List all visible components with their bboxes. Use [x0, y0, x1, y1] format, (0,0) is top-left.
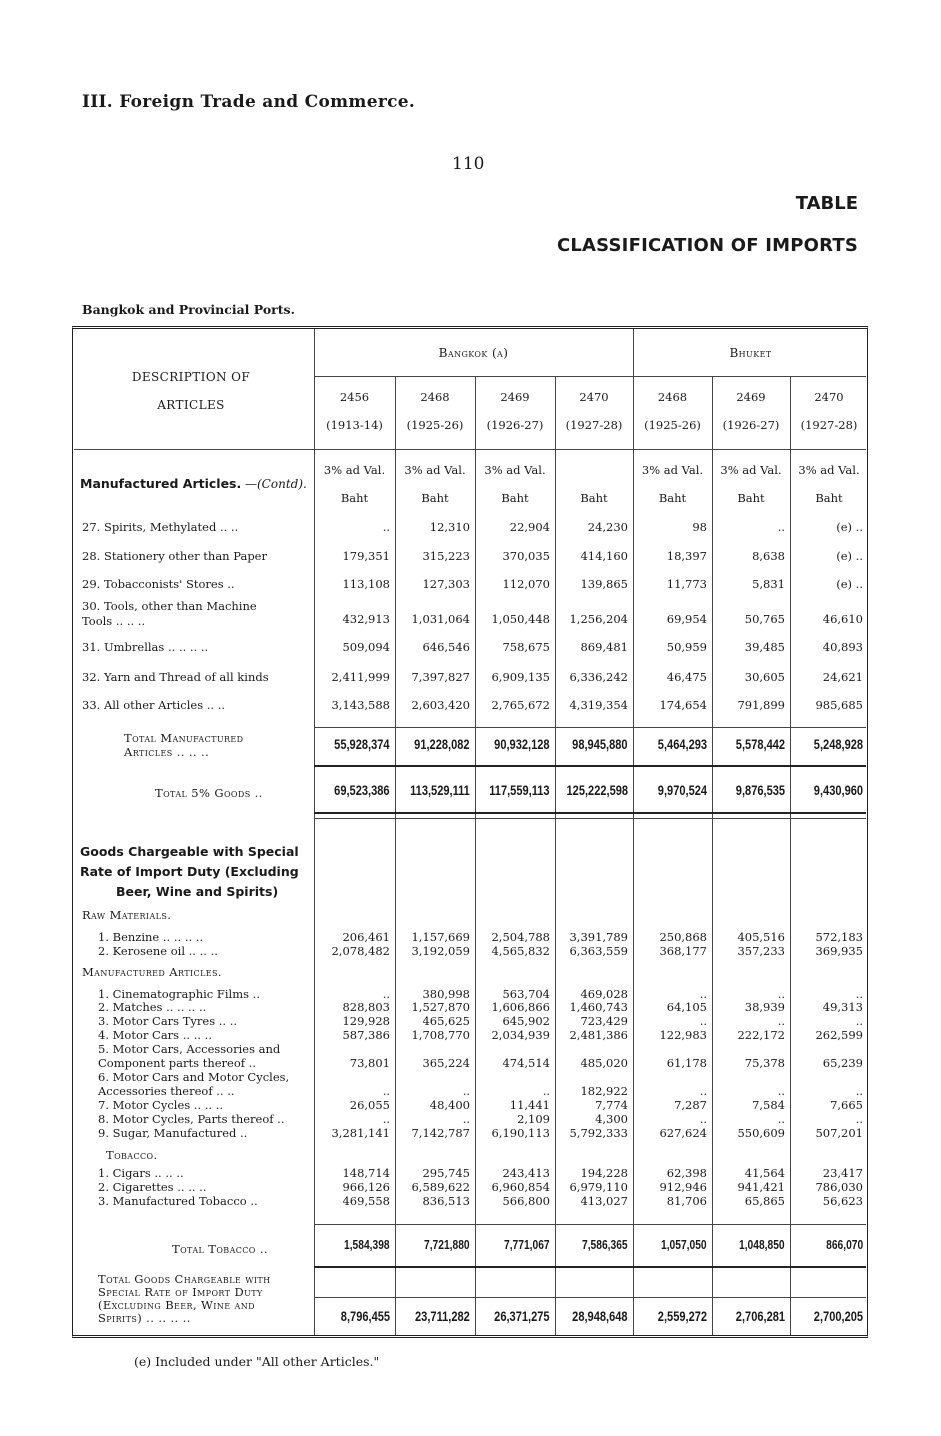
value-cell: .. [382, 1084, 390, 1098]
value-cell: 2,481,386 [569, 1028, 628, 1042]
value-cell: 6,979,110 [569, 1180, 628, 1194]
value-cell: 509,094 [342, 640, 390, 654]
total-tobacco-value: 7,721,880 [424, 1238, 470, 1252]
total-special-value: 2,700,205 [813, 1309, 863, 1324]
total5-value: 9,430,960 [813, 783, 863, 798]
row-label: 3. Motor Cars Tyres .. .. [98, 1014, 238, 1028]
value-cell: 41,564 [744, 1166, 785, 1180]
value-cell: 413,027 [580, 1194, 628, 1208]
value-cell: 1,031,064 [411, 612, 470, 626]
value-cell: 357,233 [737, 944, 785, 958]
value-cell: 73,801 [349, 1056, 390, 1070]
column-rule [712, 377, 713, 1335]
total-special-label: Special Rate of Import Duty [98, 1285, 263, 1299]
section-heading: III. Foreign Trade and Commerce. [82, 92, 416, 112]
row-label: 5. Motor Cars, Accessories and [98, 1042, 281, 1056]
row-label: 4. Motor Cars .. .. .. [98, 1028, 212, 1042]
value-cell: 3,143,588 [331, 698, 390, 712]
header-period: (1926-27) [486, 418, 544, 432]
header-period: (1913-14) [326, 418, 383, 432]
value-cell: 370,035 [502, 549, 550, 563]
value-cell: 30,605 [744, 670, 785, 684]
value-cell: 1,157,669 [411, 930, 470, 944]
header-period: (1927-28) [800, 418, 858, 432]
value-cell: 985,685 [815, 698, 863, 712]
value-cell: 7,774 [595, 1098, 628, 1112]
value-cell: 4,565,832 [491, 944, 550, 958]
group-header-bhuket: Bhuket [729, 346, 772, 360]
row-label: 7. Motor Cycles .. .. .. [98, 1098, 224, 1112]
value-cell: 2,765,672 [491, 698, 550, 712]
value-cell: 62,398 [666, 1166, 707, 1180]
value-cell: .. [382, 987, 390, 1001]
currency-unit: Baht [815, 491, 843, 505]
value-cell: 8,638 [752, 549, 785, 563]
value-cell: 405,516 [737, 930, 785, 944]
subsection-manufactured: Manufactured Articles. [82, 965, 222, 979]
value-cell: 2,504,788 [491, 930, 550, 944]
value-cell: 912,946 [659, 1180, 707, 1194]
section-title-special: Goods Chargeable with Special [80, 844, 299, 859]
value-cell: 2,603,420 [411, 698, 470, 712]
value-cell: 24,621 [822, 670, 863, 684]
section-title-manufactured: Manufactured Articles. [80, 476, 242, 491]
duty-rate: 3% ad Val. [720, 463, 782, 477]
total-tobacco-label: Total Tobacco .. [172, 1242, 268, 1256]
value-cell: (e) .. [836, 520, 863, 534]
row-label: 1. Cigars .. .. .. [98, 1166, 184, 1180]
value-cell: 966,126 [342, 1180, 390, 1194]
total5-value: 69,523,386 [334, 783, 390, 798]
value-cell: 182,922 [580, 1084, 628, 1098]
row-label: 1. Cinematographic Films .. [98, 987, 260, 1001]
value-cell: 98 [692, 520, 707, 534]
value-cell: 65,239 [822, 1056, 863, 1070]
header-period: (1925-26) [406, 418, 464, 432]
total-manufactured-value: 5,248,928 [813, 737, 863, 752]
value-cell: .. [462, 1084, 470, 1098]
header-year: 2470 [814, 390, 844, 404]
value-cell: 1,256,204 [569, 612, 628, 626]
value-cell: 786,030 [815, 1180, 863, 1194]
header-period: (1927-28) [565, 418, 623, 432]
value-cell: .. [699, 1014, 707, 1028]
value-cell: .. [855, 1112, 863, 1126]
ports-heading: Bangkok and Provincial Ports. [82, 302, 295, 317]
value-cell: 2,411,999 [331, 670, 390, 684]
value-cell: 869,481 [580, 640, 628, 654]
value-cell: 380,998 [422, 987, 470, 1001]
total5-value: 125,222,598 [566, 783, 628, 798]
currency-unit: Baht [580, 491, 608, 505]
row-label: 27. Spirits, Methylated .. .. [82, 520, 239, 534]
value-cell: 3,281,141 [331, 1126, 390, 1140]
row-label: 28. Stationery other than Paper [82, 549, 267, 563]
value-cell: 122,983 [659, 1028, 707, 1042]
value-cell: 2,109 [517, 1112, 550, 1126]
total-tobacco-value: 1,584,398 [344, 1238, 390, 1252]
duty-rate: 3% ad Val. [641, 463, 704, 477]
total-tobacco-value: 1,057,050 [661, 1238, 707, 1252]
value-cell: 941,421 [737, 1180, 785, 1194]
value-cell: 65,865 [744, 1194, 785, 1208]
value-cell: 550,609 [737, 1126, 785, 1140]
value-cell: 465,625 [422, 1014, 470, 1028]
section-title-suffix: —(Contd). [245, 477, 307, 491]
header-year: 2468 [657, 390, 688, 404]
value-cell: 46,610 [822, 612, 863, 626]
header-year: 2470 [579, 390, 609, 404]
value-cell: 2,078,482 [331, 944, 390, 958]
value-cell: 129,928 [342, 1014, 390, 1028]
value-cell: 6,589,622 [411, 1180, 470, 1194]
value-cell: 75,378 [744, 1056, 785, 1070]
value-cell: 127,303 [422, 577, 470, 591]
header-year: 2469 [736, 390, 766, 404]
currency-unit: Baht [658, 491, 687, 505]
value-cell: 64,105 [666, 1000, 707, 1014]
total-label: Articles .. .. .. [124, 745, 210, 759]
value-cell: 262,599 [815, 1028, 863, 1042]
currency-unit: Baht [737, 491, 765, 505]
value-cell: .. [855, 1014, 863, 1028]
total5-double-rule [314, 818, 866, 819]
value-cell: .. [855, 987, 863, 1001]
total5-value: 113,529,111 [410, 783, 470, 798]
total-manufactured-value: 91,228,082 [414, 737, 470, 752]
header-year: 2469 [500, 390, 530, 404]
value-cell: 295,745 [422, 1166, 470, 1180]
tobacco-total-bottom-rule [314, 1266, 866, 1268]
value-cell: 836,513 [422, 1194, 470, 1208]
value-cell: 194,228 [580, 1166, 628, 1180]
value-cell: 7,397,827 [411, 670, 470, 684]
total-special-value: 8,796,455 [340, 1309, 390, 1324]
value-cell: 6,909,135 [491, 670, 550, 684]
value-cell: 365,224 [422, 1056, 470, 1070]
value-cell: .. [777, 1112, 785, 1126]
value-cell: 3,192,059 [411, 944, 470, 958]
header-year: 2456 [339, 390, 370, 404]
value-cell: 12,310 [429, 520, 470, 534]
subtotal-top-rule [314, 727, 866, 728]
duty-rate: 3% ad Val. [798, 463, 860, 477]
value-cell: 6,336,242 [569, 670, 628, 684]
total-special-value: 2,706,281 [735, 1309, 785, 1324]
value-cell: 315,223 [422, 549, 470, 563]
total5-label: Total 5% Goods .. [155, 786, 263, 800]
value-cell: 69,954 [666, 612, 707, 626]
value-cell: 49,313 [822, 1000, 863, 1014]
row-label: 2. Cigarettes .. .. .. [98, 1180, 207, 1194]
value-cell: 5,792,333 [569, 1126, 628, 1140]
tobacco-total-top-rule [314, 1224, 866, 1225]
value-cell: 48,400 [429, 1098, 470, 1112]
total-special-label: Total Goods Chargeable with [98, 1272, 271, 1286]
value-cell: 1,050,448 [491, 612, 550, 626]
column-rule [395, 377, 396, 1335]
column-rule [555, 377, 556, 1335]
value-cell: 1,708,770 [411, 1028, 470, 1042]
value-cell: 2,034,939 [491, 1028, 550, 1042]
value-cell: (e) .. [836, 577, 863, 591]
value-cell: 18,397 [666, 549, 707, 563]
subsection-tobacco: Tobacco. [106, 1148, 158, 1162]
value-cell: 174,654 [659, 698, 707, 712]
total-manufactured-value: 90,932,128 [494, 737, 550, 752]
value-cell: 3,391,789 [569, 930, 628, 944]
total5-bottom-rule [314, 812, 866, 814]
value-cell: 1,606,866 [491, 1000, 550, 1014]
value-cell: .. [777, 520, 785, 534]
value-cell: 469,028 [580, 987, 628, 1001]
value-cell: 1,527,870 [411, 1000, 470, 1014]
value-cell: 469,558 [342, 1194, 390, 1208]
column-rule [790, 377, 791, 1335]
value-cell: 56,623 [822, 1194, 863, 1208]
value-cell: 179,351 [342, 549, 390, 563]
value-cell: 7,287 [674, 1098, 707, 1112]
total-special-value: 28,948,648 [572, 1309, 628, 1324]
header-year: 2468 [420, 390, 450, 404]
value-cell: 22,904 [509, 520, 550, 534]
value-cell: 148,714 [342, 1166, 390, 1180]
total-tobacco-value: 7,771,067 [504, 1238, 550, 1252]
total-special-value: 2,559,272 [657, 1309, 707, 1324]
value-cell: 50,765 [744, 612, 785, 626]
value-cell: 572,183 [815, 930, 863, 944]
value-cell: .. [855, 1084, 863, 1098]
duty-rate: 3% ad Val. [404, 463, 466, 477]
page-number: 110 [452, 154, 485, 174]
table-title: CLASSIFICATION OF IMPORTS [556, 235, 858, 256]
value-cell: 646,546 [422, 640, 470, 654]
total5-value: 9,876,535 [735, 783, 785, 798]
total-special-label: (Excluding Beer, Wine and [98, 1298, 255, 1312]
value-cell: .. [382, 520, 390, 534]
value-cell: 563,704 [502, 987, 550, 1001]
value-cell: 6,190,113 [491, 1126, 550, 1140]
row-label: 9. Sugar, Manufactured .. [98, 1126, 248, 1140]
currency-unit: Baht [340, 491, 369, 505]
value-cell: 23,417 [822, 1166, 863, 1180]
value-cell: 645,902 [502, 1014, 550, 1028]
currency-unit: Baht [501, 491, 529, 505]
total-manufactured-value: 98,945,880 [572, 737, 628, 752]
value-cell: 206,461 [342, 930, 390, 944]
header-bottom-rule [74, 449, 866, 450]
value-cell: 46,475 [666, 670, 707, 684]
value-cell: 723,429 [580, 1014, 628, 1028]
value-cell: 758,675 [502, 640, 550, 654]
value-cell: 112,070 [502, 577, 550, 591]
value-cell: 369,935 [815, 944, 863, 958]
row-label: Accessories thereof .. .. [98, 1084, 235, 1098]
row-label: 30. Tools, other than Machine [82, 599, 257, 613]
value-cell: 113,108 [342, 577, 390, 591]
value-cell: 26,055 [349, 1098, 390, 1112]
total-special-label: Spirits) .. .. .. .. [98, 1311, 191, 1325]
value-cell: 5,831 [752, 577, 785, 591]
value-cell: 61,178 [666, 1056, 707, 1070]
value-cell: 1,460,743 [569, 1000, 628, 1014]
value-cell: 474,514 [502, 1056, 550, 1070]
value-cell: .. [699, 1112, 707, 1126]
group-header-bangkok: Bangkok (a) [438, 346, 509, 360]
value-cell: 81,706 [666, 1194, 707, 1208]
value-cell: 243,413 [502, 1166, 550, 1180]
value-cell: 627,624 [659, 1126, 707, 1140]
column-rule-description [314, 329, 315, 1335]
table-label: TABLE [795, 193, 858, 214]
value-cell: 485,020 [580, 1056, 628, 1070]
value-cell: 6,960,854 [491, 1180, 550, 1194]
value-cell: 414,160 [580, 549, 628, 563]
total-label: Total Manufactured [124, 731, 244, 745]
total-special-value: 23,711,282 [415, 1309, 470, 1324]
value-cell: 139,865 [580, 577, 628, 591]
value-cell: (e) .. [836, 549, 863, 563]
total5-value: 117,559,113 [489, 783, 550, 798]
group-header-rule [314, 376, 866, 377]
value-cell: 507,201 [815, 1126, 863, 1140]
row-label: Component parts thereof .. [98, 1056, 256, 1070]
value-cell: 11,441 [509, 1098, 550, 1112]
total-special-value: 26,371,275 [494, 1309, 550, 1324]
value-cell: 4,319,354 [569, 698, 628, 712]
value-cell: 11,773 [666, 577, 707, 591]
value-cell: 791,899 [737, 698, 785, 712]
value-cell: 828,803 [342, 1000, 390, 1014]
duty-rate: 3% ad Val. [484, 463, 546, 477]
row-label: 2. Kerosene oil .. .. .. [98, 944, 218, 958]
value-cell: 4,300 [595, 1112, 628, 1126]
value-cell: 7,665 [830, 1098, 863, 1112]
total-manufactured-value: 55,928,374 [334, 737, 390, 752]
subtotal-bottom-rule [314, 765, 866, 767]
row-label: 29. Tobacconists' Stores .. [82, 577, 235, 591]
value-cell: 6,363,559 [569, 944, 628, 958]
value-cell: .. [382, 1112, 390, 1126]
value-cell: .. [542, 1084, 550, 1098]
currency-unit: Baht [421, 491, 449, 505]
value-cell: .. [777, 1084, 785, 1098]
total-manufactured-value: 5,464,293 [657, 737, 707, 752]
value-cell: .. [699, 1084, 707, 1098]
value-cell: 7,584 [752, 1098, 785, 1112]
value-cell: .. [777, 1014, 785, 1028]
duty-rate: 3% ad Val. [323, 463, 386, 477]
value-cell: 250,868 [659, 930, 707, 944]
row-label: 6. Motor Cars and Motor Cycles, [98, 1070, 290, 1084]
value-cell: 50,959 [666, 640, 707, 654]
row-label: 3. Manufactured Tobacco .. [98, 1194, 258, 1208]
value-cell: 38,939 [744, 1000, 785, 1014]
value-cell: 40,893 [822, 640, 863, 654]
header-period: (1926-27) [722, 418, 780, 432]
header-description: ARTICLES [157, 398, 225, 412]
value-cell: .. [699, 987, 707, 1001]
section-title-special: Beer, Wine and Spirits) [116, 884, 279, 899]
column-rule [633, 329, 634, 1335]
row-label: 1. Benzine .. .. .. .. [98, 930, 204, 944]
value-cell: 587,386 [342, 1028, 390, 1042]
row-label: 2. Matches .. .. .. .. [98, 1000, 207, 1014]
header-description: DESCRIPTION OF [131, 370, 251, 384]
value-cell: 432,913 [342, 612, 390, 626]
value-cell: 7,142,787 [411, 1126, 470, 1140]
value-cell: .. [777, 987, 785, 1001]
value-cell: 566,800 [502, 1194, 550, 1208]
row-label: Tools .. .. .. [82, 614, 146, 628]
total5-value: 9,970,524 [657, 783, 707, 798]
value-cell: 39,485 [744, 640, 785, 654]
row-label: 8. Motor Cycles, Parts thereof .. [98, 1112, 285, 1126]
column-rule [475, 377, 476, 1335]
value-cell: 222,172 [737, 1028, 785, 1042]
row-label: 31. Umbrellas .. .. .. .. [82, 640, 209, 654]
total-tobacco-value: 866,070 [825, 1238, 863, 1252]
row-label: 33. All other Articles .. .. [82, 698, 226, 712]
header-period: (1925-26) [644, 418, 701, 432]
value-cell: .. [462, 1112, 470, 1126]
value-cell: 368,177 [659, 944, 707, 958]
footnote: (e) Included under "All other Articles." [134, 1354, 380, 1369]
section-title-special: Rate of Import Duty (Excluding [80, 864, 299, 879]
subsection-raw-materials: Raw Materials. [82, 908, 172, 922]
special-total-top-rule [314, 1297, 866, 1298]
total-tobacco-value: 7,586,365 [582, 1238, 628, 1252]
row-label: 32. Yarn and Thread of all kinds [82, 670, 269, 684]
value-cell: 24,230 [587, 520, 628, 534]
total-manufactured-value: 5,578,442 [735, 737, 785, 752]
total-tobacco-value: 1,048,850 [739, 1238, 785, 1252]
